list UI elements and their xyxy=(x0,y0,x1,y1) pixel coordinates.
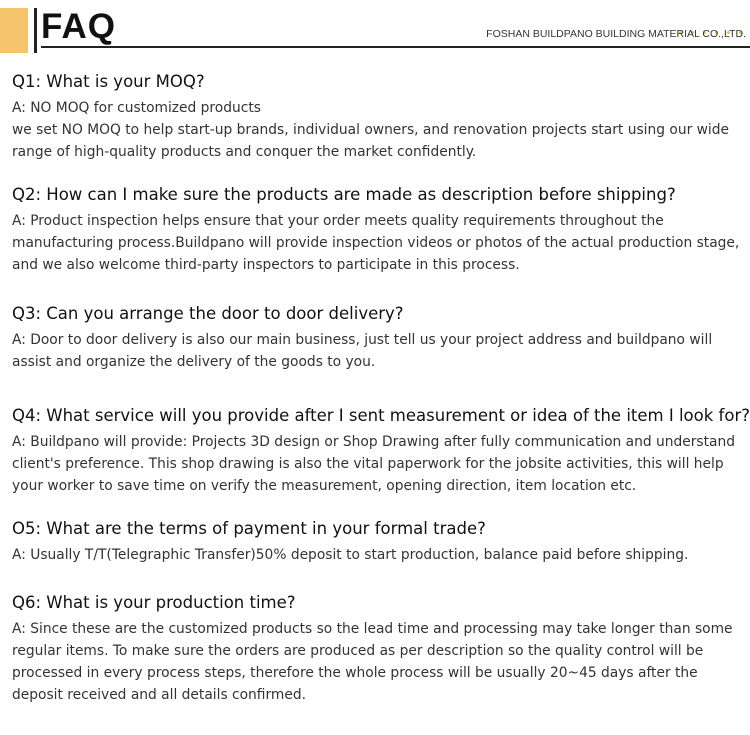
header-divider xyxy=(41,46,750,48)
faq-item-q4 xyxy=(12,405,748,497)
faq-answer-line: A: Buildpano will provide: Projects 3D design or Shop Drawing after fully communication and understand client's preference. This shop drawing is also the vital paperwork for the jobsite activities, this will help your worker to save time on verify the measurement, opening direction, item location etc. xyxy=(12,434,735,494)
faq-question: Q2: How can I make sure the products are made as description before shipping? xyxy=(12,185,676,204)
faq-answer-line: A: Door to door delivery is also our main business, just tell us your project address and buildpano will assist and organize the delivery of the goods to you. xyxy=(12,332,713,370)
faq-answer xyxy=(12,618,748,706)
faq-answer xyxy=(12,431,748,497)
faq-question: Q3: Can you arrange the door to door delivery? xyxy=(12,304,404,323)
faq-item-q3 xyxy=(12,303,748,373)
faq-answer-line: A: NO MOQ for customized products xyxy=(12,100,261,116)
faq-answer-line: A: Product inspection helps ensure that your order meets quality requirements throughout the manufacturing process.Buildpano will provide inspection videos or photos of the actual production stage, and we also welcome third-party inspectors to participate in this process. xyxy=(12,213,740,273)
header-accent-bar xyxy=(34,8,37,53)
faq-item-q2 xyxy=(12,184,748,276)
faq-item-q6 xyxy=(12,592,748,706)
faq-answer-line: A: Usually T/T(Telegraphic Transfer)50% deposit to start production, balance paid before shipping. xyxy=(12,547,689,563)
faq-answer xyxy=(12,544,748,566)
faq-question: Q6: What is your production time? xyxy=(12,593,296,612)
faq-question: Q4: What service will you provide after I sent measurement or idea of the item I look for? xyxy=(12,406,750,425)
faq-answer-line: we set NO MOQ to help start-up brands, individual owners, and renovation projects start using our wide range of high-quality products and conquer the market confidently. xyxy=(12,122,729,160)
faq-answer xyxy=(12,210,748,276)
faq-item-q1 xyxy=(12,71,748,163)
faq-question: Q1: What is your MOQ? xyxy=(12,72,205,91)
faq-question: O5: What are the terms of payment in your formal trade? xyxy=(12,519,486,538)
faq-answer xyxy=(12,329,748,373)
page-title: FAQ xyxy=(41,7,116,46)
faq-item-q5 xyxy=(12,518,748,566)
faq-answer-line: A: Since these are the customized products so the lead time and processing may take longer than some regular items. To make sure the orders are produced as per description so the quality control will be processed in every process steps, therefore the whole process will be usually 20~45 days after the deposit received and all details confirmed. xyxy=(12,621,733,703)
header-accent-block xyxy=(0,8,28,53)
company-name: FOSHAN BUILDPANO BUILDING MATERIAL CO.,LTD. xyxy=(486,28,746,40)
faq-answer xyxy=(12,97,748,163)
header xyxy=(0,0,750,60)
